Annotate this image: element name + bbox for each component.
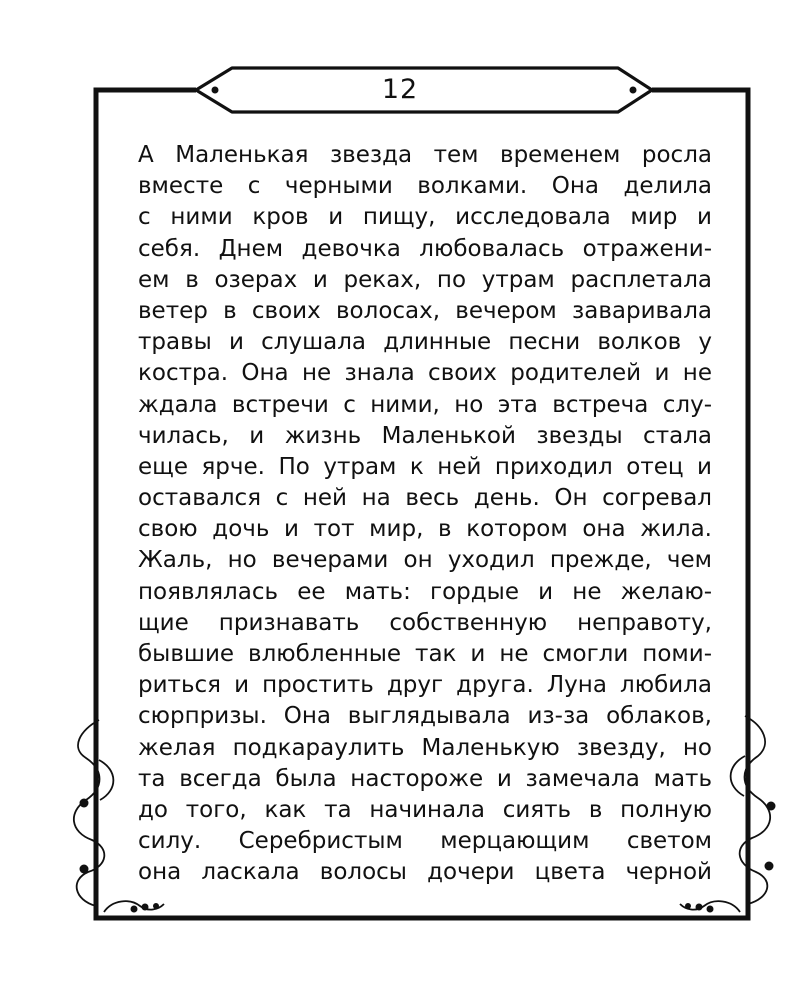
text-line: та всегда была настороже и замечала мать [138, 765, 712, 792]
text-line: силу. Серебристым мерцающим светом [138, 828, 712, 855]
text-line: оставался с ней на весь день. Он согревал [138, 485, 712, 512]
text-line: Жаль, но вечерами он уходил прежде, чем [138, 547, 712, 574]
bottom-right-curl [680, 901, 740, 912]
bottom-left-curl [104, 901, 164, 912]
text-line: чилась, и жизнь Маленькой звезды стала [138, 422, 712, 449]
page-number: 12 [381, 74, 419, 105]
text-line: свою дочь и тот мир, в котором она жила. [138, 516, 712, 543]
right-swirl-ornament [731, 716, 776, 904]
text-line: до того, как та начинала сиять в полную [138, 796, 712, 823]
text-line: ждала встречи с ними, но эта встреча слу- [138, 391, 712, 418]
text-line: появлялась ее мать: гордые и не желаю- [138, 578, 712, 605]
body-text [138, 140, 712, 889]
text-line: с ними кров и пищу, исследовала мир и [138, 204, 712, 231]
text-line: щие признавать собственную неправоту, [138, 609, 712, 636]
text-line: костра. Она не знала своих родителей и не [138, 360, 712, 387]
text-line: травы и слушала длинные песни волков у [138, 329, 712, 356]
text-line: желая подкараулить Маленькую звезду, но [138, 734, 712, 761]
text-line: еще ярче. По утрам к ней приходил отец и [138, 453, 712, 480]
text-line: ем в озерах и реках, по утрам расплетала [138, 266, 712, 293]
text-line: она ласкала волосы дочери цвета черной [138, 859, 712, 886]
text-line: бывшие влюбленные так и не смогли поми- [138, 641, 712, 667]
text-line: А Маленькая звезда тем временем росла [138, 142, 712, 168]
text-line: вместе с черными волками. Она делила [138, 173, 712, 200]
text-line: ветер в своих волосах, вечером заваривала [138, 297, 712, 324]
text-line: себя. Днем девочка любовалась отражени- [138, 235, 712, 262]
text-line: риться и простить друг друга. Луна любила [138, 672, 712, 699]
text-line: сюрпризы. Она выглядывала из-за облаков, [138, 703, 712, 730]
